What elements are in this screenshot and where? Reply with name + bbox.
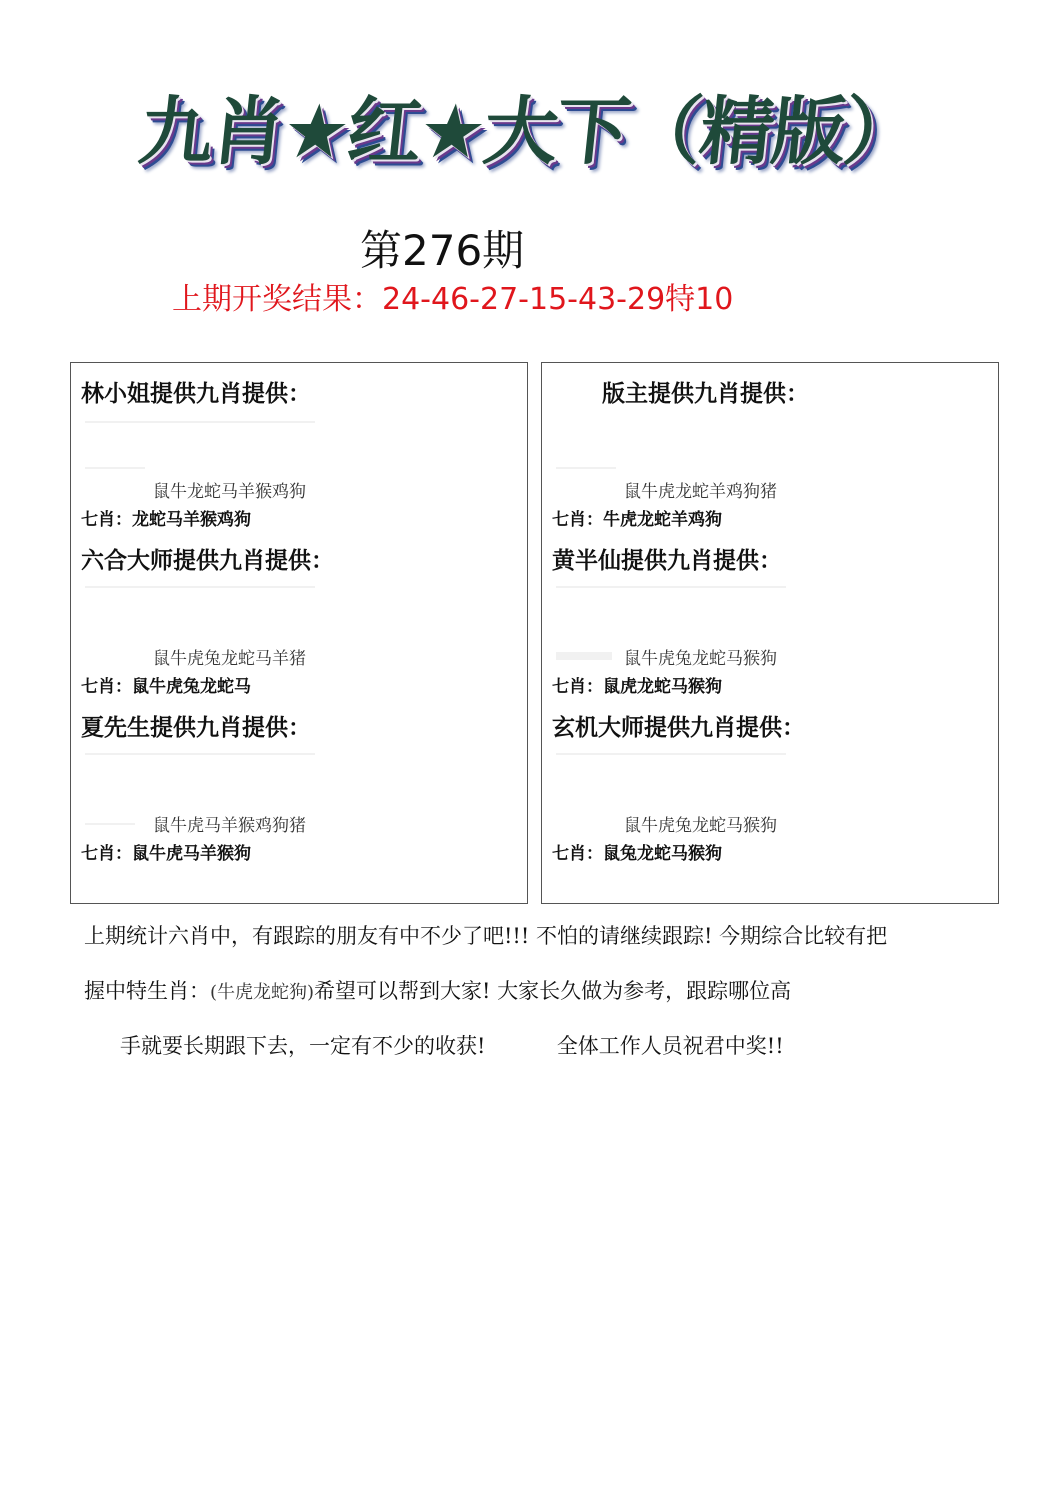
forecast-section [71, 697, 527, 863]
nine-zodiac-list: 鼠牛龙蛇马羊猴鸡狗 [153, 482, 306, 502]
nine-zodiac-list: 鼠牛虎兔龙蛇马猴狗 [624, 816, 777, 836]
seven-zodiac-list: 七肖：龙蛇马羊猴鸡狗 [81, 510, 251, 530]
seven-zodiac-list: 七肖：鼠兔龙蛇马猴狗 [552, 844, 722, 864]
faint-line [85, 467, 145, 469]
nine-zodiac-list: 鼠牛虎兔龙蛇马猴狗 [624, 649, 777, 669]
faint-line [85, 753, 315, 755]
section-title: 林小姐提供九肖提供： [81, 380, 311, 407]
faint-line [556, 586, 786, 588]
last-draw-result: 上期开奖结果：24-46-27-15-43-29特10 [172, 282, 734, 317]
seven-zodiac-list: 七肖：鼠虎龙蛇马猴狗 [552, 677, 722, 697]
section-title: 玄机大师提供九肖提供： [552, 714, 805, 741]
nine-zodiac-list: 鼠牛虎兔龙蛇马羊猪 [153, 649, 306, 669]
faint-line [556, 652, 612, 660]
faint-line [556, 467, 616, 469]
footer-line-1: 上期统计六肖中，有跟踪的朋友有中不少了吧!!! 不怕的请继续跟踪! 今期综合比较有把 [84, 924, 888, 948]
issue-number: 第276期 [360, 226, 525, 275]
footer-line-2 [84, 975, 1060, 1005]
section-title: 六合大师提供九肖提供： [81, 547, 334, 574]
faint-line [85, 586, 315, 588]
section-title: 黄半仙提供九肖提供： [552, 547, 782, 574]
special-zodiac-pick: (牛虎龙蛇狗) [210, 982, 315, 1003]
faint-line [85, 823, 135, 825]
seven-zodiac-list: 七肖：牛虎龙蛇羊鸡狗 [552, 510, 722, 530]
forecast-section [542, 363, 998, 529]
banner-text: 九肖★红★大下（精版） [134, 88, 921, 175]
nine-zodiac-list: 鼠牛虎马羊猴鸡狗猪 [153, 816, 306, 836]
section-title: 夏先生提供九肖提供： [81, 714, 311, 741]
seven-zodiac-list: 七肖：鼠牛虎兔龙蛇马 [81, 677, 251, 697]
footer-text: 握中特生肖： [84, 979, 210, 1003]
faint-line [85, 421, 315, 423]
footer-text: 手就要长期跟下去，一定有不少的收获! [120, 1034, 486, 1058]
forecast-section [71, 530, 527, 696]
forecast-section [71, 363, 527, 529]
footer-blessing: 全体工作人员祝君中奖!! [556, 1034, 784, 1058]
title-banner [134, 78, 921, 175]
faint-line [556, 753, 786, 755]
seven-zodiac-list: 七肖：鼠牛虎马羊猴狗 [81, 844, 251, 864]
right-forecast-panel [541, 362, 999, 904]
footer-line-3 [120, 1030, 1060, 1060]
footer-text: 希望可以帮到大家! 大家长久做为参考，跟踪哪位高 [314, 979, 792, 1003]
left-forecast-panel [70, 362, 528, 904]
forecast-section [542, 697, 998, 863]
section-title: 版主提供九肖提供： [602, 380, 809, 407]
nine-zodiac-list: 鼠牛虎龙蛇羊鸡狗猪 [624, 482, 777, 502]
forecast-section [542, 530, 998, 696]
